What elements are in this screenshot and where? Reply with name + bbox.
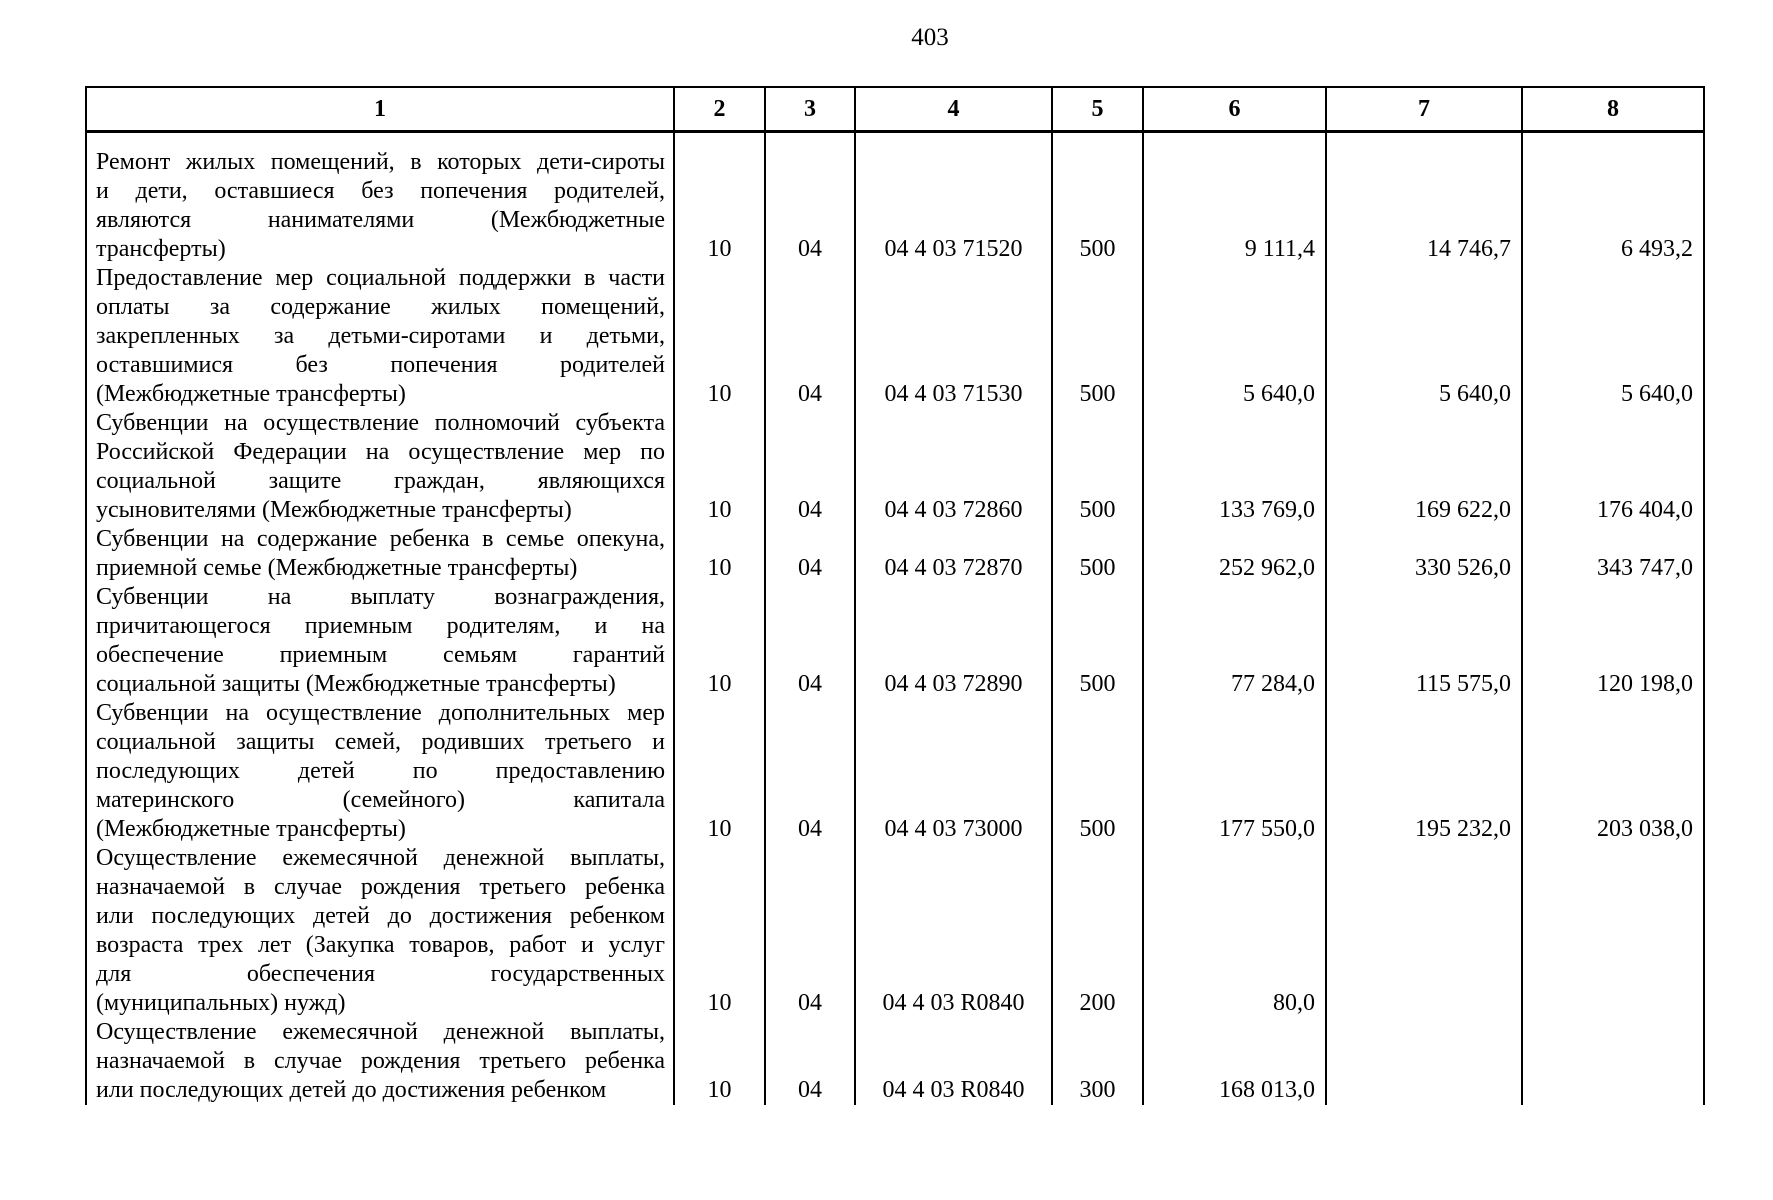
column-header-4: 4 <box>855 87 1052 132</box>
description-line: Предоставление мер социальной поддержки в части <box>96 265 665 291</box>
amount-year-2: 5 640,0 <box>1326 264 1522 409</box>
expense-type-code: 500 <box>1052 409 1143 525</box>
column-header-6: 6 <box>1143 87 1326 132</box>
section-code: 10 <box>674 409 765 525</box>
column-header-2: 2 <box>674 87 765 132</box>
expense-type-code: 200 <box>1052 844 1143 1018</box>
amount-year-2 <box>1326 844 1522 1018</box>
expense-type-code: 300 <box>1052 1018 1143 1105</box>
subsection-code: 04 <box>765 409 855 525</box>
description-line: причитающегося приемным родителям, и на <box>96 613 665 639</box>
description-line: оставшимися без попечения родителей <box>96 352 665 378</box>
budget-table-wrapper <box>85 86 1703 1105</box>
description-line: последующих детей по предоставлению <box>96 758 665 784</box>
subsection-code: 04 <box>765 699 855 844</box>
section-code: 10 <box>674 844 765 1018</box>
amount-year-3: 203 038,0 <box>1522 699 1704 844</box>
column-header-3: 3 <box>765 87 855 132</box>
table-row <box>86 1018 1704 1105</box>
subsection-code: 04 <box>765 844 855 1018</box>
description-line: Осуществление ежемесячной денежной выплаты, <box>96 1019 665 1045</box>
description-line: Субвенции на выплату вознаграждения, <box>96 584 665 610</box>
target-article-code: 04 4 03 71530 <box>855 264 1052 409</box>
amount-year-3: 176 404,0 <box>1522 409 1704 525</box>
amount-year-2: 115 575,0 <box>1326 583 1522 699</box>
row-description <box>86 844 674 1018</box>
row-description <box>86 409 674 525</box>
description-line: (муниципальных) нужд) <box>96 990 346 1016</box>
table-row <box>86 583 1704 699</box>
budget-table <box>85 86 1705 1105</box>
description-line: трансферты) <box>96 236 226 262</box>
expense-type-code: 500 <box>1052 264 1143 409</box>
amount-year-3: 6 493,2 <box>1522 132 1704 265</box>
amount-year-2: 195 232,0 <box>1326 699 1522 844</box>
amount-year-2 <box>1326 1018 1522 1105</box>
target-article-code: 04 4 03 72890 <box>855 583 1052 699</box>
table-row <box>86 132 1704 265</box>
description-line: или последующих детей до достижения ребенком <box>96 1077 607 1103</box>
amount-year-1: 80,0 <box>1143 844 1326 1018</box>
section-code: 10 <box>674 583 765 699</box>
description-line: и дети, оставшиеся без попечения родителей, <box>96 178 665 204</box>
row-description <box>86 264 674 409</box>
expense-type-code: 500 <box>1052 583 1143 699</box>
description-line: обеспечение приемным семьям гарантий <box>96 642 665 668</box>
amount-year-1: 77 284,0 <box>1143 583 1326 699</box>
description-line: материнского (семейного) капитала <box>96 787 665 813</box>
row-description <box>86 525 674 583</box>
subsection-code: 04 <box>765 1018 855 1105</box>
description-line: социальной защите граждан, являющихся <box>96 468 665 494</box>
row-description <box>86 583 674 699</box>
amount-year-3 <box>1522 1018 1704 1105</box>
expense-type-code: 500 <box>1052 525 1143 583</box>
target-article-code: 04 4 03 72860 <box>855 409 1052 525</box>
amount-year-2: 14 746,7 <box>1326 132 1522 265</box>
page-number: 403 <box>911 24 949 51</box>
description-line: назначаемой в случае рождения третьего ребенка <box>96 1048 665 1074</box>
column-header-1: 1 <box>86 87 674 132</box>
description-line: Субвенции на содержание ребенка в семье опекуна, <box>96 526 665 552</box>
amount-year-3: 343 747,0 <box>1522 525 1704 583</box>
row-description <box>86 1018 674 1105</box>
description-line: приемной семье (Межбюджетные трансферты) <box>96 555 578 581</box>
description-line: для обеспечения государственных <box>96 961 665 987</box>
amount-year-3: 5 640,0 <box>1522 264 1704 409</box>
expense-type-code: 500 <box>1052 132 1143 265</box>
subsection-code: 04 <box>765 583 855 699</box>
table-row <box>86 264 1704 409</box>
header-row <box>86 87 1704 132</box>
amount-year-1: 5 640,0 <box>1143 264 1326 409</box>
target-article-code: 04 4 03 72870 <box>855 525 1052 583</box>
amount-year-2: 330 526,0 <box>1326 525 1522 583</box>
target-article-code: 04 4 03 73000 <box>855 699 1052 844</box>
amount-year-2: 169 622,0 <box>1326 409 1522 525</box>
section-code: 10 <box>674 525 765 583</box>
description-line: возраста трех лет (Закупка товаров, работ и услуг <box>96 932 665 958</box>
description-line: Российской Федерации на осуществление мер по <box>96 439 665 465</box>
description-line: оплаты за содержание жилых помещений, <box>96 294 665 320</box>
expense-type-code: 500 <box>1052 699 1143 844</box>
amount-year-1: 252 962,0 <box>1143 525 1326 583</box>
amount-year-3 <box>1522 844 1704 1018</box>
table-row <box>86 525 1704 583</box>
description-line: закрепленных за детьми-сиротами и детьми, <box>96 323 665 349</box>
section-code: 10 <box>674 1018 765 1105</box>
subsection-code: 04 <box>765 264 855 409</box>
amount-year-1: 133 769,0 <box>1143 409 1326 525</box>
table-row <box>86 409 1704 525</box>
column-header-7: 7 <box>1326 87 1522 132</box>
target-article-code: 04 4 03 R0840 <box>855 844 1052 1018</box>
subsection-code: 04 <box>765 525 855 583</box>
row-description <box>86 132 674 265</box>
column-header-5: 5 <box>1052 87 1143 132</box>
target-article-code: 04 4 03 R0840 <box>855 1018 1052 1105</box>
description-line: или последующих детей до достижения ребенком <box>96 903 665 929</box>
description-line: (Межбюджетные трансферты) <box>96 381 406 407</box>
amount-year-1: 9 111,4 <box>1143 132 1326 265</box>
section-code: 10 <box>674 264 765 409</box>
column-header-8: 8 <box>1522 87 1704 132</box>
subsection-code: 04 <box>765 132 855 265</box>
description-line: социальной защиты (Межбюджетные трансферты) <box>96 671 616 697</box>
table-body <box>86 132 1704 1106</box>
description-line: Субвенции на осуществление полномочий субъекта <box>96 410 665 436</box>
section-code: 10 <box>674 699 765 844</box>
description-line: Ремонт жилых помещений, в которых дети-сироты <box>96 149 665 175</box>
description-line: Осуществление ежемесячной денежной выплаты, <box>96 845 665 871</box>
description-line: социальной защиты семей, родивших третьего и <box>96 729 665 755</box>
table-header <box>86 87 1704 132</box>
row-description <box>86 699 674 844</box>
amount-year-1: 177 550,0 <box>1143 699 1326 844</box>
description-line: Субвенции на осуществление дополнительных мер <box>96 700 665 726</box>
description-line: (Межбюджетные трансферты) <box>96 816 406 842</box>
table-row <box>86 699 1704 844</box>
description-line: усыновителями (Межбюджетные трансферты) <box>96 497 572 523</box>
section-code: 10 <box>674 132 765 265</box>
target-article-code: 04 4 03 71520 <box>855 132 1052 265</box>
description-line: назначаемой в случае рождения третьего ребенка <box>96 874 665 900</box>
amount-year-1: 168 013,0 <box>1143 1018 1326 1105</box>
description-line: являются нанимателями (Межбюджетные <box>96 207 665 233</box>
table-row <box>86 844 1704 1018</box>
amount-year-3: 120 198,0 <box>1522 583 1704 699</box>
